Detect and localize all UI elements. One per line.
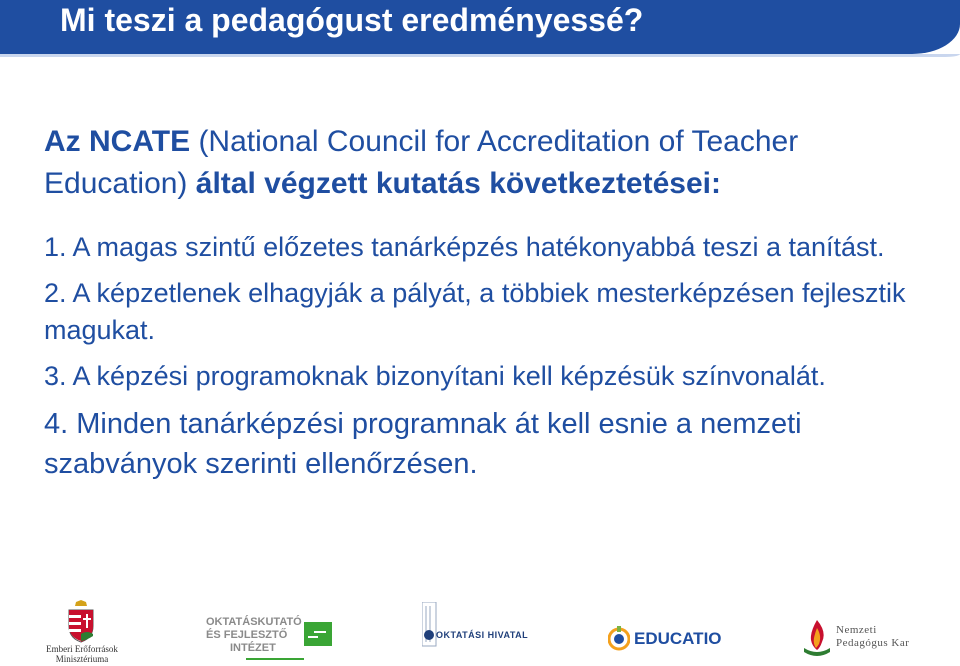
intro-bold-ncate: Az NCATE [44,125,191,158]
slide-title: Mi teszi a pedagógust eredményessé? [60,2,644,38]
list-item: 1. A magas szintű előzetes tanárképzés hatékonyabbá teszi a tanítást. [44,232,885,262]
ofi-mark-icon [304,622,332,646]
intro-text [44,121,934,205]
npk-line1: Nemzeti [836,624,877,636]
list-item: 3. A képzési programoknak bizonyítani kell képzésük színvonalát. [44,361,826,391]
nemzeti-pedagogus-kar-logo [800,596,940,666]
title-bar [0,0,960,54]
educatio-mark-icon [608,626,630,652]
flame-icon [802,620,832,656]
emmi-logo [28,596,138,666]
oh-emblem-icon [422,602,442,652]
oktatasi-hivatal-logo [418,596,528,666]
intro-bold-conclusions: által végzett kutatás következtetései: [195,167,721,200]
emmi-line2: Minisztériuma [55,654,109,664]
ofi-line3: INTÉZET [230,642,276,654]
footer-logos [0,596,960,666]
intro-normal: (National Council for Accreditation of Teacher Education) [44,125,799,200]
educatio-logo [606,596,726,666]
list-item: 4. Minden tanárképzési programnak át kell esnie a nemzeti szabványok szerinti ellenőrzésen. [44,408,802,480]
conclusion-list [44,229,924,484]
ofi-logo [206,596,336,666]
ofi-line2: ÉS FEJLESZTŐ [206,629,288,641]
coat-of-arms-icon [66,600,96,644]
ofi-underline [246,658,304,660]
educatio-text: EDUCATIO [634,629,722,648]
oh-text: OKTATÁSI HIVATAL [436,630,529,640]
list-item: 2. A képzetlenek elhagyják a pályát, a többiek mesterképzésen fejlesztik magukat. [44,278,906,345]
npk-line2: Pedagógus Kar [836,637,910,649]
emmi-line1: Emberi Erőforrások [46,644,118,654]
ofi-line1: OKTATÁSKUTATÓ [206,616,302,628]
